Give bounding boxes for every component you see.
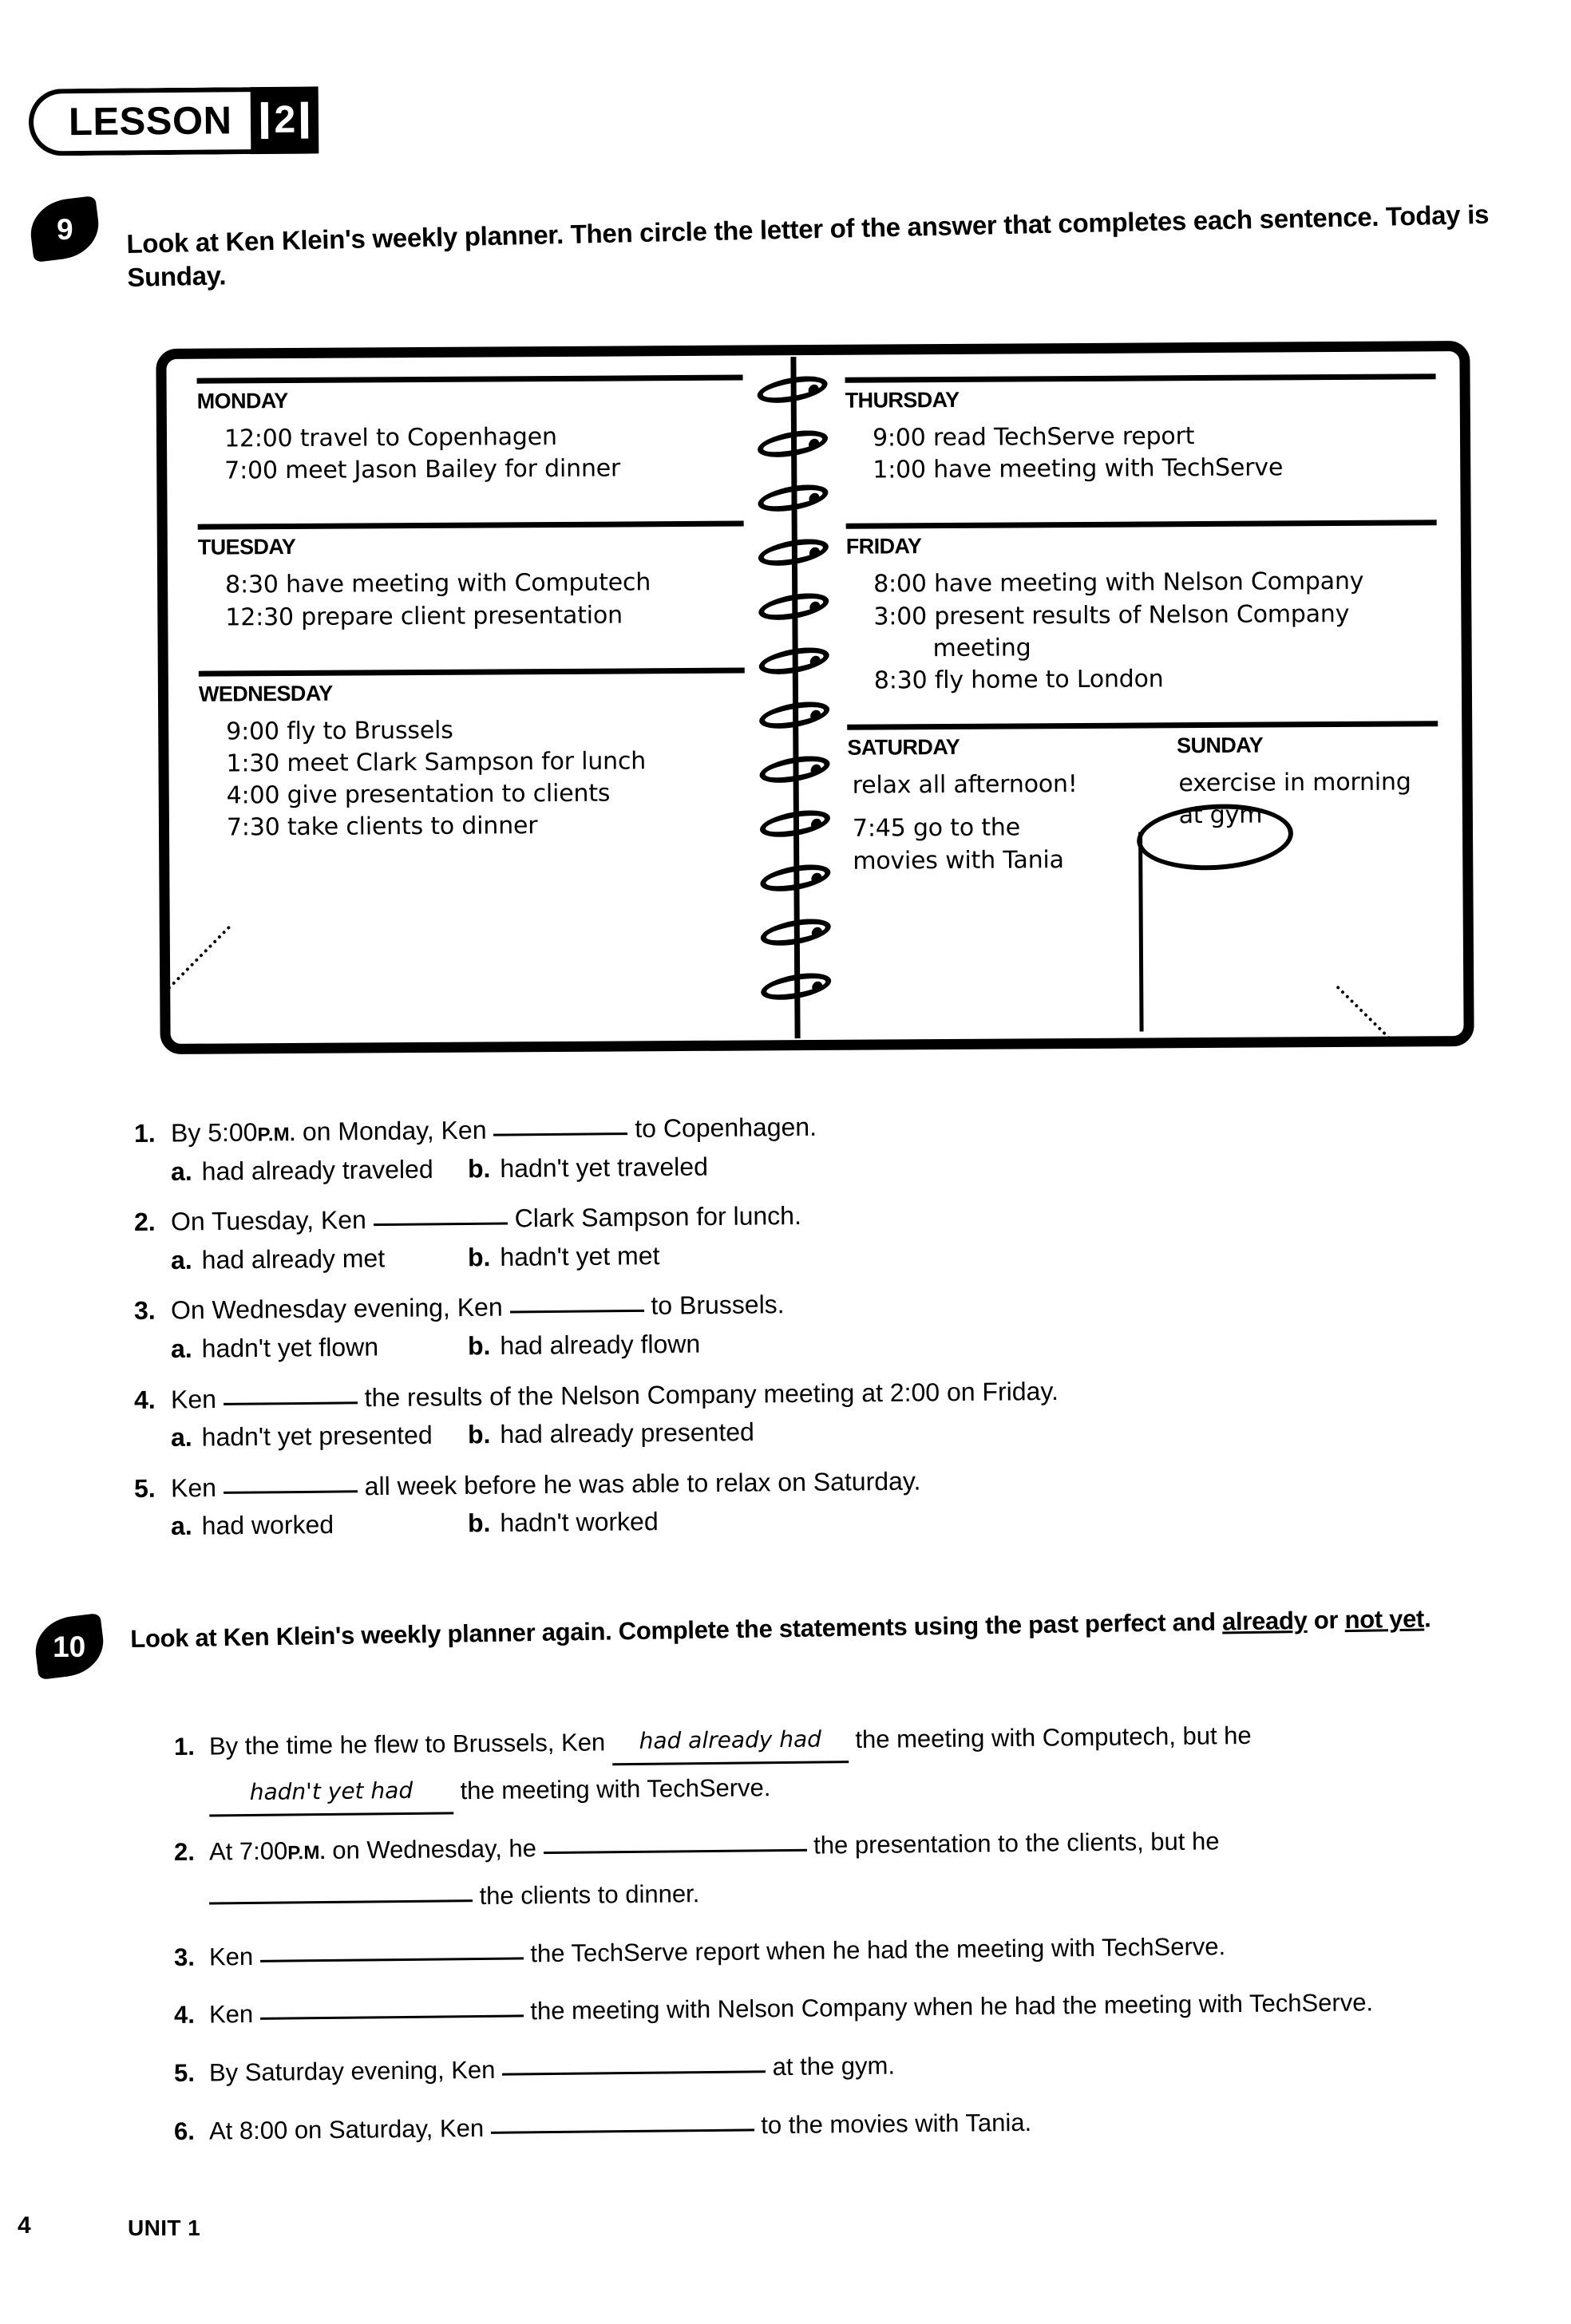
- dotted-corner-left-icon: [166, 926, 298, 1044]
- statement-4-line-1: [174, 1978, 1548, 2039]
- option-a[interactable]: [171, 1508, 468, 1543]
- answer-blank[interactable]: [502, 2071, 766, 2076]
- day-name-wednesday: WEDNESDAY: [198, 681, 333, 706]
- statement-text: the presentation to the clients, but he: [806, 1827, 1220, 1860]
- statement-smallcaps: P.M.: [287, 1841, 326, 1864]
- statement-text: the meeting with Computech, but he: [848, 1721, 1252, 1754]
- question-1: [133, 1112, 1491, 1188]
- option-b-letter[interactable]: b.: [467, 1242, 491, 1272]
- day-name-thursday: THURSDAY: [845, 387, 960, 413]
- question-3-options: [171, 1320, 1491, 1366]
- option-b[interactable]: [468, 1241, 660, 1271]
- question-text: By 5:00: [170, 1117, 258, 1148]
- exercise-badge-10-number: 10: [53, 1630, 86, 1663]
- planner-entry: meeting: [932, 634, 1031, 662]
- option-a[interactable]: [171, 1241, 468, 1277]
- statement-2: [174, 1829, 1547, 1923]
- option-a-text: had already met: [201, 1243, 386, 1275]
- planner-day-tuesday: [198, 521, 745, 634]
- day-name-sunday: SUNDAY: [1177, 733, 1264, 758]
- option-b[interactable]: [468, 1330, 701, 1361]
- day-name-friday: FRIDAY: [845, 534, 922, 559]
- spiral-binding: [755, 357, 833, 1039]
- question-text: Ken: [170, 1472, 224, 1503]
- planner-left-page: [166, 355, 777, 1044]
- statement-text: By Saturday evening, Ken: [208, 2056, 503, 2087]
- lesson-label: LESSON: [68, 98, 232, 144]
- dotted-corner-right-icon: [1336, 919, 1463, 1044]
- day-entries-friday: [873, 566, 1438, 698]
- planner-entry: 7:30 take clients to dinner: [226, 812, 538, 842]
- lesson-banner: [29, 86, 319, 156]
- statement-5-line-1: [174, 2036, 1548, 2097]
- question-text: Ken: [170, 1384, 224, 1414]
- statement-number: 2.: [173, 1837, 196, 1866]
- day-entries-monday: [224, 421, 743, 488]
- question-text: the results of the Nelson Company meeting at 2:00 on Friday.: [357, 1376, 1059, 1412]
- statement-text: at the gym.: [765, 2051, 896, 2081]
- question-smallcaps: P.M.: [257, 1124, 296, 1146]
- option-b[interactable]: [468, 1152, 708, 1183]
- answer-blank[interactable]: [260, 2015, 524, 2020]
- instruction-text: Look at Ken Klein's weekly planner again. Complete the statements using the past perfect and: [130, 1607, 1223, 1653]
- option-b-letter[interactable]: b.: [467, 1508, 491, 1538]
- answer-blank[interactable]: [493, 1132, 627, 1136]
- exercise-badge-9: [27, 196, 102, 263]
- question-4-stem: [134, 1370, 1491, 1417]
- planner-day-saturday: [847, 729, 1158, 878]
- planner-entry: 3:00 present results of Nelson Company: [873, 599, 1350, 631]
- planner-entry: at gym: [1178, 800, 1263, 830]
- question-4: [133, 1376, 1491, 1455]
- day-entries-saturday: [853, 769, 1159, 878]
- answer-blank[interactable]: [510, 1310, 644, 1314]
- answer-blank[interactable]: [224, 1401, 358, 1405]
- question-text: On Tuesday, Ken: [170, 1205, 374, 1236]
- question-4-options: [171, 1409, 1491, 1454]
- statement-text: At 7:00: [208, 1836, 288, 1866]
- statement-text: to the movies with Tania.: [754, 2108, 1032, 2140]
- statement-text: the meeting with Nelson Company when he had the meeting with TechServe.: [523, 1988, 1374, 2026]
- question-text: all week before he was able to relax on Saturday.: [357, 1466, 921, 1501]
- lesson-number-box: [251, 86, 319, 154]
- option-a-text: hadn't yet presented: [201, 1421, 433, 1452]
- planner-entry: 8:30 have meeting with Computech: [225, 568, 651, 599]
- statement-6-line-1: [174, 2094, 1548, 2156]
- option-a-text: hadn't yet flown: [201, 1332, 379, 1363]
- question-1-stem: [134, 1105, 1491, 1151]
- option-a-text: had already traveled: [201, 1154, 433, 1186]
- option-b-letter[interactable]: b.: [467, 1331, 491, 1361]
- statement-4: [173, 1988, 1547, 2039]
- planner-entry: 7:45 go to the: [852, 813, 1021, 844]
- option-a[interactable]: [171, 1152, 468, 1188]
- question-text: Clark Sampson for lunch.: [507, 1201, 802, 1233]
- option-a[interactable]: [171, 1330, 468, 1366]
- day-entries-tuesday: [225, 567, 744, 634]
- option-b-text: hadn't yet met: [500, 1240, 660, 1271]
- statement-text: At 8:00 on Saturday, Ken: [208, 2114, 491, 2145]
- planner-entry: 1:00 have meeting with TechServe: [873, 453, 1284, 484]
- planner-day-friday: [846, 520, 1438, 698]
- question-5: [133, 1466, 1491, 1543]
- question-1-options: [171, 1143, 1491, 1188]
- instruction-text: or: [1307, 1606, 1345, 1634]
- planner-right-page: [821, 351, 1463, 1040]
- question-2-options: [171, 1231, 1491, 1277]
- lesson-pill: [29, 87, 253, 156]
- question-number: 2.: [133, 1207, 156, 1237]
- day-rule: [845, 374, 1436, 383]
- answer-blank[interactable]: [491, 2129, 754, 2134]
- statement-text: Ken: [208, 1942, 260, 1971]
- answer-blank[interactable]: [209, 1899, 473, 1904]
- planner-entry: 12:00 travel to Copenhagen: [224, 422, 557, 453]
- statement-1: [173, 1721, 1547, 1818]
- planner-entry: 4:00 give presentation to clients: [226, 779, 611, 810]
- lesson-number: 2: [274, 98, 296, 141]
- answer-blank[interactable]: [260, 1957, 524, 1962]
- day-rule: [197, 375, 743, 384]
- statement-text: on Wednesday, he: [325, 1833, 544, 1864]
- option-b-letter[interactable]: b.: [467, 1153, 491, 1184]
- day-rule: [198, 521, 744, 530]
- question-number: 3.: [133, 1296, 156, 1326]
- exercise-10-instruction: [130, 1601, 1535, 1654]
- instruction-text: .: [1423, 1604, 1431, 1633]
- option-b[interactable]: [468, 1417, 754, 1449]
- planner-entry: 9:00 read TechServe report: [872, 422, 1195, 453]
- statement-3-line-1: [174, 1920, 1548, 1982]
- statement-5: [174, 2050, 1547, 2097]
- statement-number: 6.: [173, 2116, 196, 2146]
- question-text: on Monday, Ken: [295, 1115, 494, 1147]
- statement-number: 5.: [173, 2059, 196, 2088]
- question-3: [133, 1290, 1491, 1366]
- option-a-letter[interactable]: a.: [170, 1512, 192, 1541]
- exercise-badge-9-number: 9: [56, 212, 73, 246]
- instruction-already: already: [1221, 1606, 1308, 1636]
- option-a-letter[interactable]: a.: [170, 1156, 192, 1186]
- page-number: 4: [18, 2212, 31, 2239]
- question-2: [133, 1201, 1491, 1277]
- answer-blank[interactable]: [224, 1490, 358, 1494]
- unit-label: UNIT 1: [128, 2215, 201, 2240]
- answer-blank[interactable]: [374, 1223, 508, 1227]
- exercise-9-instruction: Look at Ken Klein's weekly planner. Then circle the letter of the answer that completes each sentence. Today is Sunday.: [126, 199, 1490, 293]
- statement-text: the clients to dinner.: [472, 1879, 700, 1910]
- planner-entry: 8:30 fly home to London: [873, 665, 1164, 695]
- exercise-9-question-list: [133, 1112, 1491, 1561]
- planner-entry: 12:30 prepare client presentation: [225, 601, 623, 632]
- statement-number: 1.: [173, 1732, 196, 1761]
- weekly-planner: [156, 341, 1474, 1054]
- statement-6: [174, 2109, 1547, 2156]
- question-number: 5.: [133, 1473, 156, 1503]
- statement-number: 3.: [173, 1943, 196, 1971]
- lesson-tick-right-icon: [301, 102, 308, 139]
- question-3-stem: [134, 1282, 1491, 1328]
- day-rule: [846, 520, 1437, 530]
- question-number: 1.: [133, 1118, 156, 1148]
- day-rule: [199, 667, 745, 676]
- planner-entry: exercise in morning: [1178, 768, 1411, 798]
- option-a-text: had worked: [201, 1510, 334, 1540]
- question-text: to Copenhagen.: [627, 1112, 817, 1144]
- option-b-letter[interactable]: b.: [467, 1420, 491, 1449]
- planner-day-monday: [197, 375, 744, 488]
- day-name-tuesday: TUESDAY: [197, 535, 296, 560]
- day-name-monday: MONDAY: [196, 389, 288, 413]
- statement-number: 4.: [173, 2001, 196, 2030]
- answer-blank-filled[interactable]: hadn't yet had: [209, 1769, 454, 1816]
- planner-entry: movies with Tania: [853, 845, 1064, 875]
- lesson-tick-left-icon: [261, 102, 268, 139]
- planner-entry: 8:00 have meeting with Nelson Company: [873, 567, 1364, 599]
- option-b-text: hadn't yet traveled: [500, 1152, 709, 1183]
- option-a[interactable]: [171, 1419, 468, 1455]
- planner-entry: 1:30 meet Clark Sampson for lunch: [226, 747, 647, 778]
- exercise-10-statement-list: [173, 1721, 1547, 2167]
- statement-text: the TechServe report when he had the meeting with TechServe.: [523, 1931, 1226, 1967]
- option-b[interactable]: [468, 1507, 659, 1537]
- planner-day-wednesday: [199, 667, 746, 844]
- question-text: to Brussels.: [643, 1290, 785, 1321]
- option-b-text: hadn't worked: [500, 1507, 659, 1538]
- planner-entry: relax all afternoon!: [852, 770, 1078, 800]
- answer-blank-filled[interactable]: had already had: [612, 1717, 849, 1765]
- statement-text: Ken: [208, 2000, 260, 2029]
- day-entries-thursday: [873, 419, 1436, 487]
- day-entries-wednesday: [226, 713, 746, 844]
- option-b-text: had already presented: [500, 1417, 755, 1449]
- option-b-text: had already flown: [500, 1329, 701, 1361]
- answer-blank[interactable]: [544, 1848, 807, 1853]
- planner-entry: 7:00 meet Jason Bailey for dinner: [224, 454, 621, 485]
- question-number: 4.: [133, 1385, 156, 1414]
- option-a-letter[interactable]: a.: [170, 1334, 192, 1363]
- option-a-letter[interactable]: a.: [170, 1245, 192, 1275]
- statement-3: [173, 1931, 1547, 1982]
- statement-text: the meeting with TechServe.: [453, 1773, 771, 1805]
- question-2-stem: [134, 1193, 1491, 1239]
- instruction-notyet: not yet: [1344, 1604, 1425, 1634]
- day-name-saturday: SATURDAY: [847, 735, 960, 760]
- statement-text: By the time he flew to Brussels, Ken: [208, 1728, 612, 1761]
- question-5-options: [171, 1497, 1491, 1543]
- planner-entry: 9:00 fly to Brussels: [226, 716, 453, 746]
- option-a-letter[interactable]: a.: [170, 1422, 192, 1452]
- exercise-badge-10: [32, 1613, 107, 1680]
- question-text: On Wednesday evening, Ken: [170, 1292, 510, 1325]
- planner-day-thursday: [845, 374, 1437, 487]
